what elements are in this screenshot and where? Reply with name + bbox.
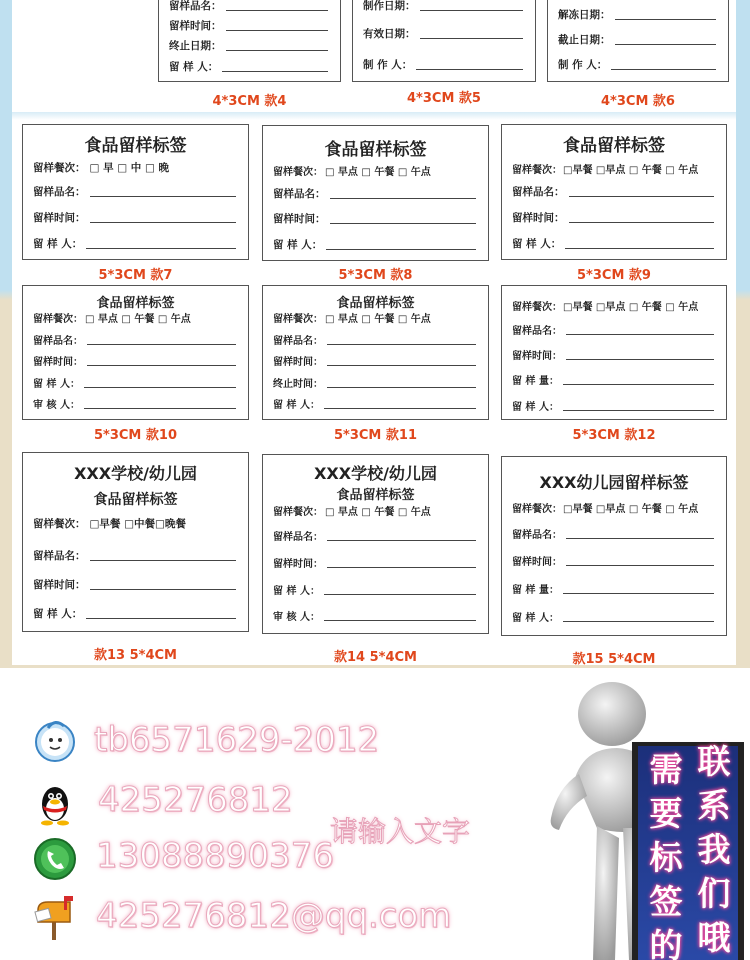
meal-field: 留样餐次： □早餐 □中餐□晚餐: [33, 518, 186, 530]
field: 留样时间：: [512, 211, 714, 225]
label-caption: 4*3CM 款5: [407, 91, 481, 106]
field: 留样品名：: [33, 333, 236, 347]
label-caption: 款15 5*4CM: [572, 652, 656, 667]
meal-field: 留样餐次： □ 早点 □ 午餐 □ 午点: [273, 167, 431, 178]
sign-char: 要: [649, 794, 683, 833]
label-card-6: [547, 0, 729, 82]
label-sheet: [12, 0, 736, 665]
field: 留 样 量：: [512, 582, 714, 596]
label-card-10: [22, 285, 249, 420]
field: 留样品名：: [512, 185, 714, 199]
meal-field: 留样餐次： □ 早点 □ 午餐 □ 午点: [273, 314, 431, 325]
field: 留样时间：: [33, 211, 236, 225]
field: 制 作 人：: [363, 58, 523, 72]
field: 解冻日期：: [558, 8, 716, 22]
phone-number-text: 13088890376: [96, 836, 334, 876]
contact-section: [0, 668, 750, 960]
label-caption: 款14 5*4CM: [334, 650, 417, 665]
label-caption: 款13 5*4CM: [94, 648, 177, 663]
placeholder-text: 请输入文字: [330, 815, 471, 848]
field: 留 样 人：: [33, 237, 236, 251]
aliwangwang-icon: [30, 716, 80, 766]
label-card-9: [501, 124, 727, 260]
field: 有效日期：: [363, 27, 523, 41]
sign-char: 联: [697, 742, 731, 781]
sign-char: 我: [697, 830, 731, 869]
field: 留样时间：: [512, 554, 714, 568]
field: 终止日期：: [169, 39, 328, 53]
contact-taobao: [30, 716, 80, 766]
card-heading: XXX学校/幼儿园: [314, 464, 437, 483]
qq-number-text: 425276812: [98, 780, 293, 820]
field: 留 样 人：: [273, 397, 476, 411]
sign-left-column: [642, 748, 690, 960]
field: 留 样 量：: [512, 373, 714, 387]
field: 留 样 人：: [512, 610, 714, 624]
card-heading: XXX幼儿园留样标签: [539, 473, 689, 492]
field: 留样品名：: [512, 527, 714, 541]
qq-penguin-icon: [30, 778, 80, 828]
field: 留 样 人：: [33, 607, 236, 621]
field: 留样时间：: [273, 354, 476, 368]
field: 留样品名：: [512, 323, 714, 337]
label-card-5: [352, 0, 536, 82]
card-title: 食品留样标签: [93, 492, 178, 508]
field: 留样时间：: [273, 212, 476, 226]
card-title: 食品留样标签: [84, 136, 187, 156]
field: 留 样 人：: [33, 376, 236, 390]
label-card-4: [158, 0, 341, 82]
meal-field: 留样餐次： □早餐 □早点 □ 午餐 □ 午点: [512, 165, 699, 176]
field: 留样时间：: [169, 19, 328, 33]
meal-field: 留样餐次： □早餐 □早点 □ 午餐 □ 午点: [512, 302, 699, 313]
label-card-7: [22, 124, 249, 260]
contact-qq: [30, 778, 80, 828]
field: 留样品名：: [33, 185, 236, 199]
label-caption: 5*3CM 款8: [338, 268, 413, 283]
contact-email: [30, 892, 80, 942]
meal-field: 留样餐次： □ 早点 □ 午餐 □ 午点: [33, 314, 191, 325]
label-card-12: [501, 285, 727, 420]
meal-field: 留样餐次： □ 早点 □ 午餐 □ 午点: [273, 507, 431, 518]
card-title: 食品留样标签: [563, 136, 665, 156]
card-heading: XXX学校/幼儿园: [74, 464, 197, 483]
field: 留样时间：: [512, 348, 714, 362]
field: 留 样 人：: [273, 238, 476, 252]
label-caption: 5*3CM 款10: [94, 428, 177, 443]
sign-char: 系: [697, 786, 731, 825]
field: 留样品名：: [273, 187, 476, 201]
field: 截止日期：: [558, 33, 716, 47]
field: 留样品名：: [273, 333, 476, 347]
card-title: 食品留样标签: [96, 296, 175, 311]
contact-phone: [30, 834, 80, 884]
email-text: 425276812@qq.com: [96, 896, 452, 936]
field: 制作日期：: [363, 0, 523, 13]
field: 留 样 人：: [512, 237, 714, 251]
label-caption: 4*3CM 款6: [601, 94, 675, 109]
field: 留样品名：: [33, 549, 236, 563]
field: 留样品名：: [273, 529, 476, 543]
field: 留 样 人：: [169, 60, 328, 74]
taobao-id-text: tb6571629-2012: [94, 720, 380, 760]
label-card-14: [262, 454, 489, 634]
sign-char: 签: [649, 882, 683, 921]
field: 留 样 人：: [512, 399, 714, 413]
label-card-8: [262, 125, 489, 261]
sign-char: 需: [649, 750, 683, 789]
contact-sign: [632, 742, 744, 960]
field: 留样时间：: [33, 354, 236, 368]
label-caption: 5*3CM 款11: [334, 428, 417, 443]
sign-right-column: [690, 740, 738, 960]
label-caption: 5*3CM 款9: [577, 268, 651, 283]
sheet-gap: [12, 112, 736, 120]
phone-icon: [30, 834, 80, 884]
field: 终止时间：: [273, 376, 476, 390]
field: 审 核 人：: [273, 609, 476, 623]
label-caption: 4*3CM 款4: [212, 94, 287, 109]
label-card-11: [262, 285, 489, 420]
field: 留样时间：: [273, 556, 476, 570]
label-caption: 5*3CM 款7: [98, 268, 173, 283]
card-title: 食品留样标签: [336, 296, 415, 311]
label-caption: 5*3CM 款12: [572, 428, 656, 443]
label-card-15: [501, 456, 727, 636]
card-title: 食品留样标签: [336, 488, 415, 503]
sign-char: 的: [649, 926, 683, 960]
sign-char: 们: [697, 874, 731, 913]
sign-char: 哦: [697, 918, 731, 957]
field: 留 样 人：: [273, 583, 476, 597]
label-card-13: [22, 452, 249, 632]
sign-char: 标: [649, 838, 683, 877]
field: 制 作 人：: [558, 58, 716, 72]
meal-field: 留样餐次： □ 早 □ 中 □ 晚: [33, 162, 170, 174]
field: 审 核 人：: [33, 397, 236, 411]
field: 留样时间：: [33, 578, 236, 592]
mailbox-icon: [30, 892, 80, 942]
meal-field: 留样餐次： □早餐 □早点 □ 午餐 □ 午点: [512, 504, 699, 515]
field: 留样品名：: [169, 0, 328, 13]
sheet-top-row: [12, 0, 736, 112]
card-title: 食品留样标签: [324, 140, 427, 160]
